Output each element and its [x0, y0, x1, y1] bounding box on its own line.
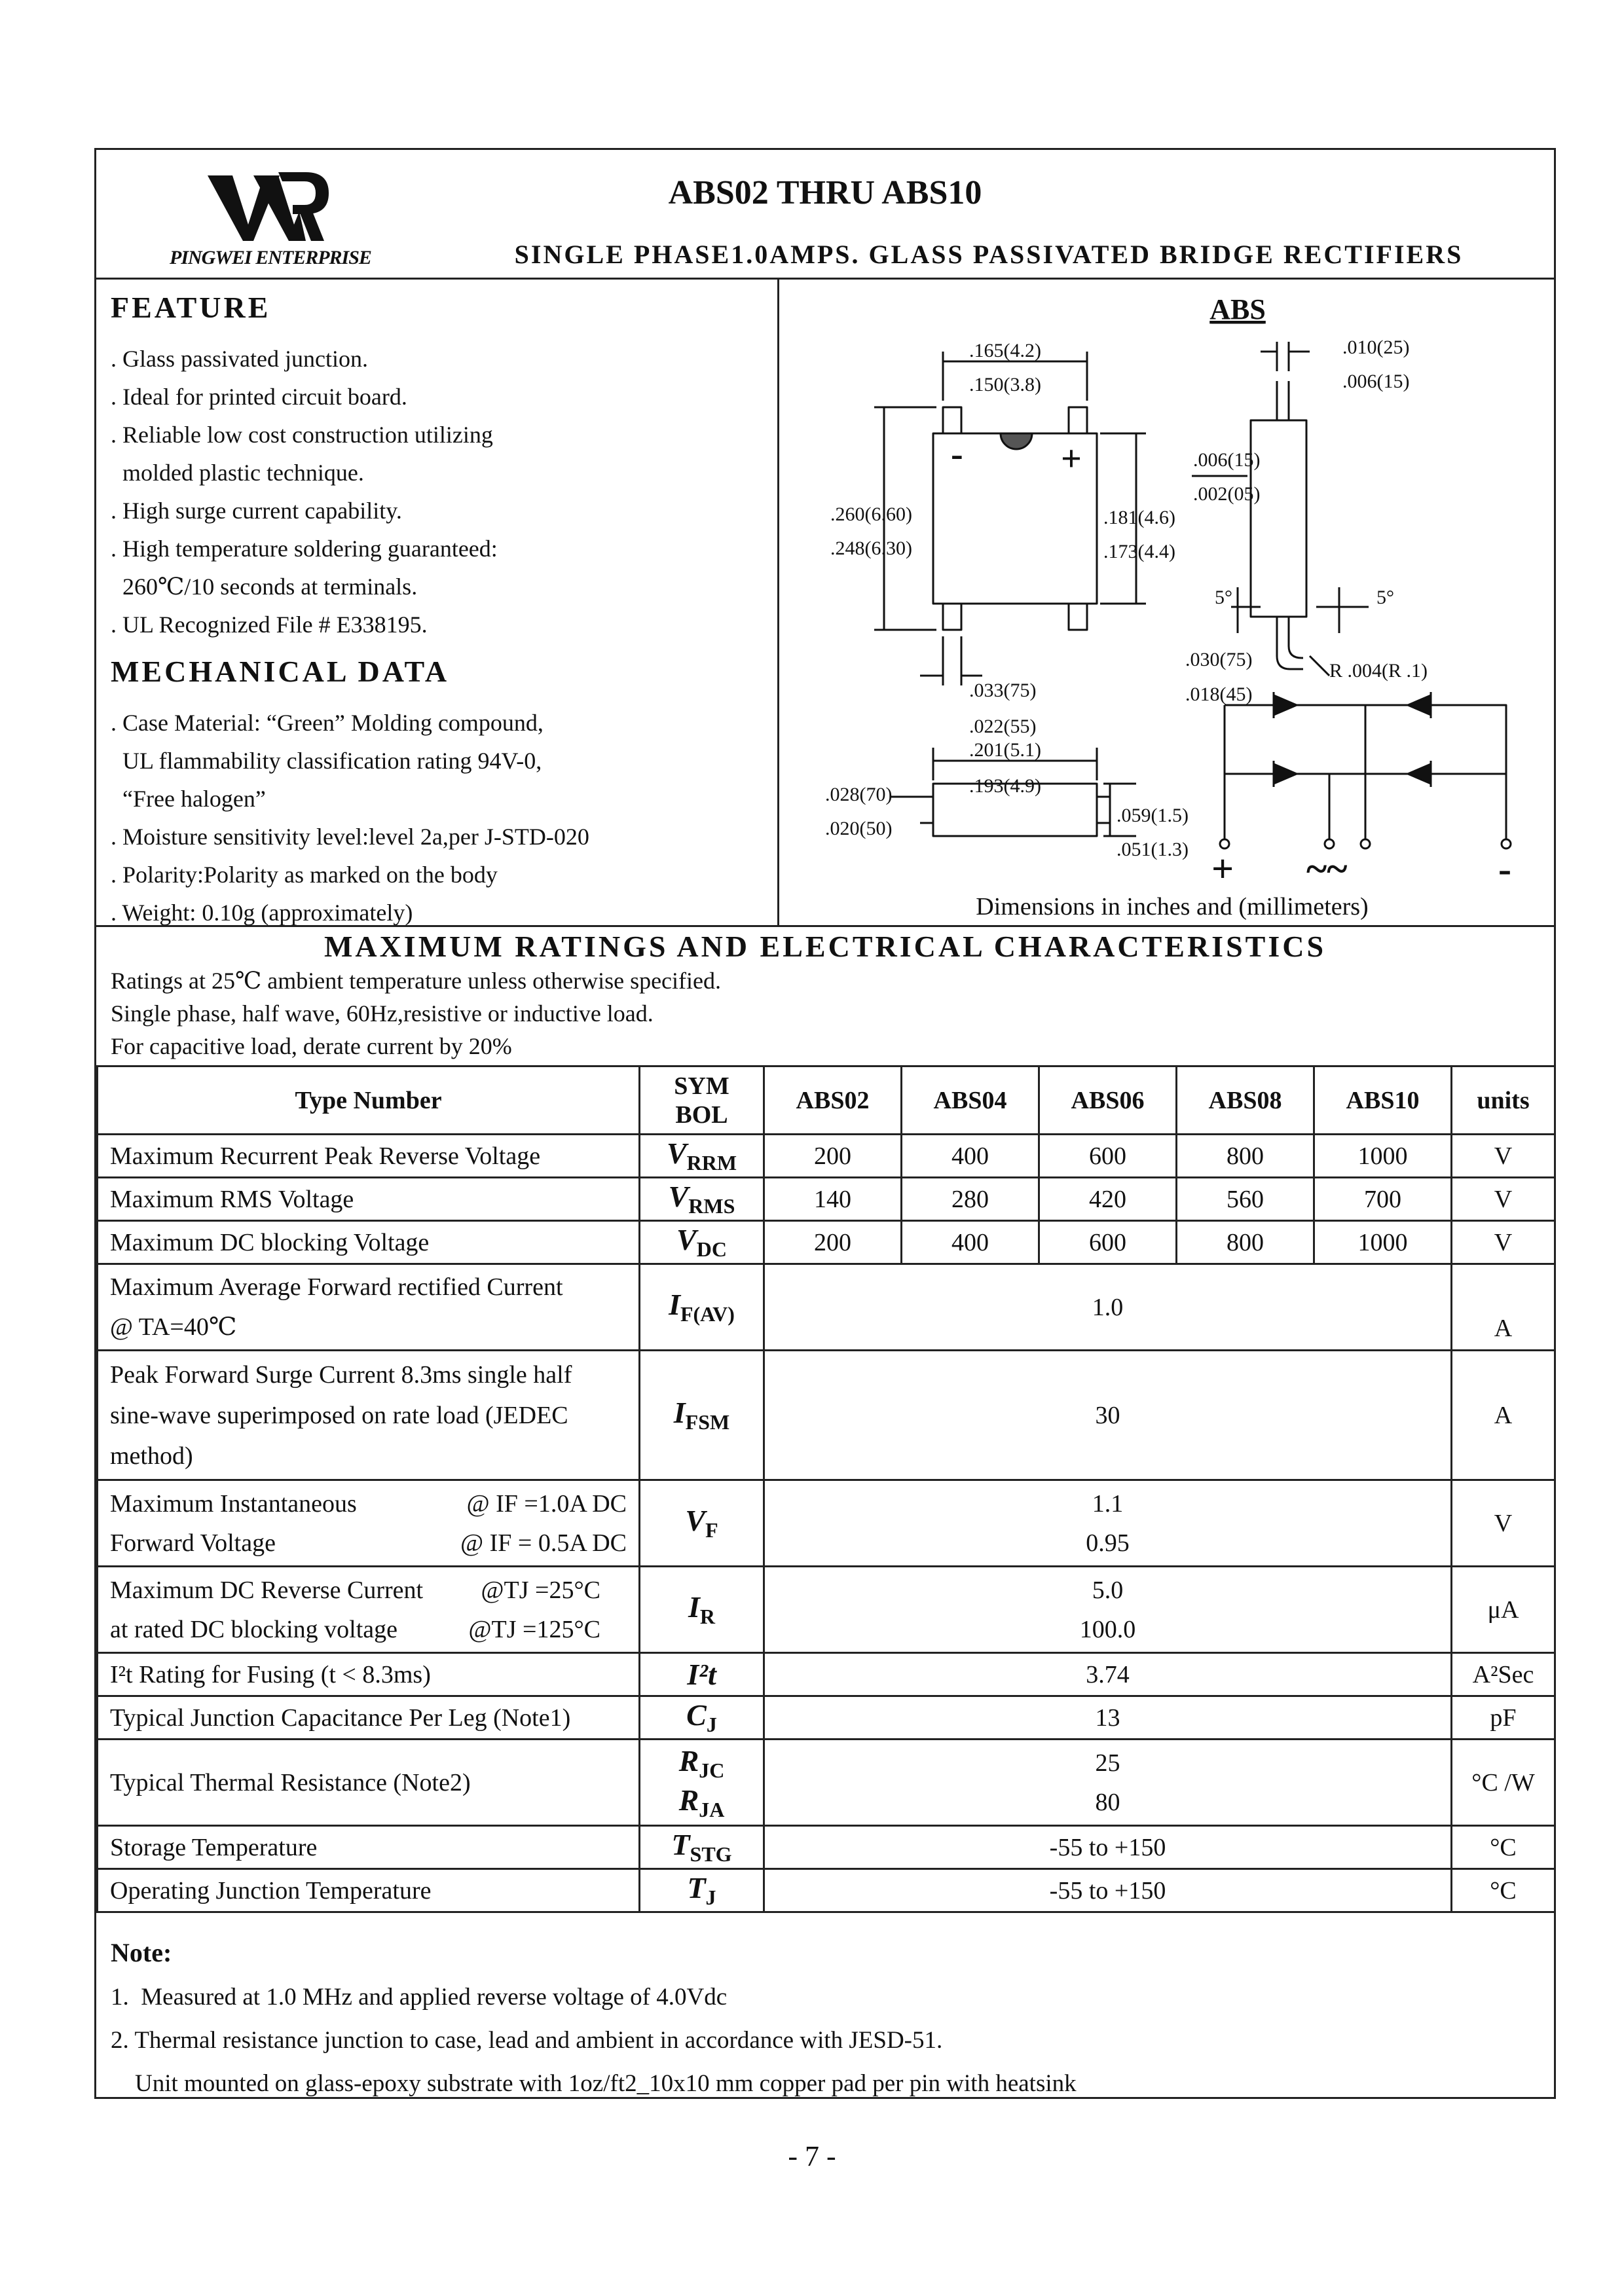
dim-radius: R .004(R .1)	[1329, 660, 1428, 682]
table-row	[98, 1135, 1555, 1178]
symbol-main: T	[671, 1828, 690, 1862]
param-condition: @ IF = 0.5A DC	[460, 1529, 627, 1557]
bottom-view-leads	[920, 797, 1110, 823]
symbol-cell	[640, 1264, 764, 1351]
symbol-main: I	[669, 1288, 680, 1322]
feature-heading: FEATURE	[111, 291, 271, 324]
unit-cell: °C	[1452, 1826, 1555, 1869]
diode-icon	[1408, 764, 1431, 784]
datasheet-frame	[94, 148, 1556, 2099]
symbol-cell	[640, 1567, 764, 1653]
table-row	[98, 1480, 1555, 1567]
value-cell: 400	[902, 1135, 1039, 1178]
header-units: units	[1452, 1066, 1555, 1135]
feature-item: . High temperature soldering guaranteed:	[111, 536, 498, 562]
symbol-sub: DC	[696, 1237, 727, 1262]
param-label: I²t Rating for Fusing (t < 8.3ms)	[98, 1653, 640, 1696]
feature-list	[111, 340, 498, 644]
param-condition: @TJ =25°C	[481, 1576, 600, 1604]
symbol-sub: JC	[699, 1758, 725, 1782]
top-view-lead	[943, 604, 961, 630]
value-cell: 700	[1314, 1178, 1452, 1221]
symbol-sub: RMS	[688, 1194, 735, 1218]
value-cell: 200	[764, 1221, 902, 1264]
unit-cell: °C /W	[1452, 1740, 1555, 1826]
unit-cell: V	[1452, 1221, 1555, 1264]
notes-section	[111, 1937, 1077, 2105]
ratings-condition: Single phase, half wave, 60Hz,resistive or inductive load.	[111, 1000, 654, 1027]
dim-side-mid-min: .002(05)	[1193, 483, 1261, 505]
value-cell: 420	[1039, 1178, 1177, 1221]
unit-cell: A	[1452, 1264, 1555, 1351]
schematic-ac: ~~	[1306, 847, 1348, 890]
param-label: Typical Thermal Resistance (Note2)	[98, 1740, 640, 1826]
value-line: 25	[1095, 1749, 1120, 1777]
ratings-condition: Ratings at 25℃ ambient temperature unless otherwise specified.	[111, 968, 722, 994]
mechanical-item: “Free halogen”	[111, 786, 266, 812]
header-model: ABS10	[1314, 1066, 1452, 1135]
dim-lead-max: .033(75)	[969, 680, 1037, 701]
value-cell	[764, 1740, 1452, 1826]
symbol-cell	[640, 1351, 764, 1480]
ratings-table	[96, 1065, 1556, 1913]
param-line: method)	[110, 1442, 193, 1470]
polarity-plus-mark: +	[1061, 439, 1082, 479]
table-row	[98, 1869, 1555, 1912]
value-line: 80	[1095, 1788, 1120, 1816]
param-label	[98, 1351, 640, 1480]
dim-bottom-ht-min: .051(1.3)	[1116, 839, 1189, 860]
symbol-sub: STG	[690, 1842, 732, 1867]
schematic-minus: -	[1498, 847, 1511, 890]
param-line: at rated DC blocking voltage	[110, 1615, 397, 1643]
unit-cell: μA	[1452, 1567, 1555, 1653]
table-row	[98, 1178, 1555, 1221]
param-label	[98, 1480, 640, 1567]
feature-item: . Ideal for printed circuit board.	[111, 384, 407, 410]
param-label	[98, 1264, 640, 1351]
side-view-lead-top	[1277, 381, 1289, 420]
dim-width-min: .150(3.8)	[969, 374, 1041, 395]
table-row	[98, 1696, 1555, 1740]
value-cell: 1.0	[764, 1264, 1452, 1351]
dim-side-mid-max: .006(15)	[1193, 449, 1261, 471]
header-model: ABS08	[1177, 1066, 1314, 1135]
mechanical-item: . Case Material: “Green” Molding compound,	[111, 710, 544, 736]
dim-bottom-len-max: .201(5.1)	[969, 739, 1041, 761]
angle-label-left: 5°	[1215, 587, 1232, 608]
feature-item: . Reliable low cost construction utilizing	[111, 422, 493, 448]
document-title: ABS02 THRU ABS10	[668, 174, 982, 211]
param-condition: @ IF =1.0A DC	[466, 1489, 627, 1518]
symbol-main: I	[673, 1396, 686, 1430]
symbol-sub: F(AV)	[680, 1302, 735, 1326]
header-symbol-line: BOL	[675, 1101, 728, 1129]
param-line: Maximum Instantaneous	[110, 1489, 357, 1518]
symbol-cell: I²t	[640, 1653, 764, 1696]
mechanical-heading: MECHANICAL DATA	[111, 655, 450, 688]
table-row	[98, 1653, 1555, 1696]
note-line: 2. Thermal resistance junction to case, lead and ambient in accordance with JESD-51.	[111, 2027, 943, 2054]
value-line: 5.0	[1092, 1576, 1124, 1604]
symbol-cell	[640, 1869, 764, 1912]
table-row	[98, 1567, 1555, 1653]
mechanical-item: . Polarity:Polarity as marked on the body	[111, 862, 498, 888]
mechanical-item: UL flammability classification rating 94V-0,	[111, 748, 542, 774]
symbol-cell	[640, 1178, 764, 1221]
diode-icon	[1274, 695, 1297, 715]
pin-one-marker	[1001, 433, 1032, 449]
dim-foot-max: .030(75)	[1185, 649, 1253, 670]
package-outline-diagram	[779, 280, 1554, 924]
notes-heading: Note:	[111, 1938, 172, 1967]
symbol-sub: R	[699, 1605, 715, 1629]
dim-bottom-left-min: .020(50)	[825, 818, 893, 839]
table-row	[98, 1221, 1555, 1264]
table-row	[98, 1740, 1555, 1826]
dim-foot-min: .018(45)	[1185, 683, 1253, 705]
document-subtitle: SINGLE PHASE1.0AMPS. GLASS PASSIVATED BRIDGE RECTIFIERS	[514, 240, 1464, 269]
value-line: 1.1	[1092, 1489, 1124, 1518]
symbol-sub: JA	[699, 1797, 725, 1821]
value-cell: 800	[1177, 1221, 1314, 1264]
symbol-main: T	[687, 1871, 706, 1905]
value-line: 0.95	[1086, 1529, 1130, 1557]
mechanical-list	[111, 704, 589, 932]
value-cell: 600	[1039, 1135, 1177, 1178]
unit-cell: V	[1452, 1178, 1555, 1221]
symbol-cell	[640, 1221, 764, 1264]
param-label	[98, 1567, 640, 1653]
feature-item: . Glass passivated junction.	[111, 346, 368, 372]
value-cell: 400	[902, 1221, 1039, 1264]
param-condition: @TJ =125°C	[468, 1615, 600, 1643]
value-cell: 1000	[1314, 1135, 1452, 1178]
note-line: Unit mounted on glass-epoxy substrate with 1oz/ft2_10x10 mm copper pad per pin with heatsink	[111, 2070, 1077, 2097]
symbol-main: C	[686, 1698, 707, 1732]
symbol-main: V	[668, 1180, 689, 1214]
package-name: ABS	[1209, 293, 1266, 325]
value-cell: 560	[1177, 1178, 1314, 1221]
schematic-plus: +	[1211, 847, 1234, 890]
angle-label-right: 5°	[1376, 587, 1394, 608]
unit-cell: V	[1452, 1135, 1555, 1178]
symbol-main: V	[666, 1137, 687, 1171]
dim-bottom-ht-max: .059(1.5)	[1116, 805, 1189, 826]
symbol-cell	[640, 1480, 764, 1567]
feature-item: . UL Recognized File # E338195.	[111, 611, 428, 638]
param-line: Maximum Average Forward rectified Current	[110, 1273, 563, 1302]
top-view-lead	[1069, 604, 1087, 630]
symbol-main: V	[676, 1223, 697, 1257]
unit-cell: °C	[1452, 1869, 1555, 1912]
ratings-divider	[96, 925, 1554, 927]
ratings-conditions	[111, 964, 721, 1063]
side-view-lead-bottom	[1277, 617, 1303, 669]
ratings-condition: For capacitive load, derate current by 20%	[111, 1033, 512, 1059]
value-cell: 140	[764, 1178, 902, 1221]
header-model: ABS02	[764, 1066, 902, 1135]
header-symbol-line: SYM	[674, 1072, 729, 1100]
symbol-main: V	[685, 1504, 706, 1538]
note-line: 1. Measured at 1.0 MHz and applied reverse voltage of 4.0Vdc	[111, 1984, 728, 2011]
unit-cell: A	[1452, 1351, 1555, 1480]
dim-height-max: .260(6.60)	[830, 503, 912, 525]
diode-icon	[1274, 764, 1297, 784]
polarity-minus-mark: -	[951, 434, 963, 475]
symbol-main: R	[678, 1783, 699, 1817]
param-label: Maximum RMS Voltage	[98, 1178, 640, 1221]
symbol-cell	[640, 1740, 764, 1826]
dim-bottom-left-max: .028(70)	[825, 784, 893, 805]
unit-cell: V	[1452, 1480, 1555, 1567]
mechanical-item: . Moisture sensitivity level:level 2a,per J-STD-020	[111, 824, 589, 850]
dim-side-top-min: .006(15)	[1342, 371, 1410, 392]
param-label: Operating Junction Temperature	[98, 1869, 640, 1912]
symbol-sub: J	[705, 1886, 716, 1910]
value-cell: 13	[764, 1696, 1452, 1740]
page-number: - 7 -	[788, 2140, 836, 2172]
value-cell: -55 to +150	[764, 1826, 1452, 1869]
diode-icon	[1408, 695, 1431, 715]
dim-body-min: .173(4.4)	[1103, 541, 1175, 562]
symbol-sub: F	[705, 1518, 718, 1542]
symbol-main: R	[678, 1743, 699, 1777]
value-cell: 1000	[1314, 1221, 1452, 1264]
dimension-caption: Dimensions in inches and (millimeters)	[976, 893, 1369, 920]
symbol-cell	[640, 1135, 764, 1178]
value-cell: -55 to +150	[764, 1869, 1452, 1912]
feature-item: molded plastic technique.	[111, 460, 364, 486]
dim-bottom-len-min: .193(4.9)	[969, 775, 1041, 797]
header-model: ABS04	[902, 1066, 1039, 1135]
unit-cell: A²Sec	[1452, 1653, 1555, 1696]
company-name: PINGWEI ENTERPRISE	[170, 247, 371, 268]
value-cell: 30	[764, 1351, 1452, 1480]
param-label: Typical Junction Capacitance Per Leg (Note1)	[98, 1696, 640, 1740]
header-symbol	[640, 1066, 764, 1135]
table-header-row	[98, 1066, 1555, 1135]
symbol-sub: FSM	[685, 1410, 730, 1434]
value-cell: 800	[1177, 1135, 1314, 1178]
table-row	[98, 1826, 1555, 1869]
dim-body-max: .181(4.6)	[1103, 507, 1175, 528]
value-cell: 280	[902, 1178, 1039, 1221]
param-line: sine-wave superimposed on rate load (JEDEC	[110, 1401, 568, 1429]
top-view-lead	[1069, 407, 1087, 433]
top-view-lead	[943, 407, 961, 433]
symbol-cell	[640, 1826, 764, 1869]
dim-side-top-max: .010(25)	[1342, 337, 1410, 358]
dim-height-min: .248(6.30)	[830, 538, 912, 559]
value-cell	[764, 1567, 1452, 1653]
ratings-heading: MAXIMUM RATINGS AND ELECTRICAL CHARACTERISTICS	[323, 930, 1327, 963]
value-cell	[764, 1480, 1452, 1567]
feature-item: . High surge current capability.	[111, 498, 402, 524]
table-row	[98, 1351, 1555, 1480]
value-cell: 3.74	[764, 1653, 1452, 1696]
header-model: ABS06	[1039, 1066, 1177, 1135]
symbol-cell	[640, 1696, 764, 1740]
param-line: Maximum DC Reverse Current	[110, 1576, 424, 1604]
param-label: Storage Temperature	[98, 1826, 640, 1869]
param-label: Maximum Recurrent Peak Reverse Voltage	[98, 1135, 640, 1178]
symbol-main: I	[688, 1590, 700, 1624]
param-line: Forward Voltage	[110, 1529, 276, 1557]
unit-cell: pF	[1452, 1696, 1555, 1740]
param-label: Maximum DC blocking Voltage	[98, 1221, 640, 1264]
param-line: @ TA=40℃	[110, 1313, 237, 1341]
table-row	[98, 1264, 1555, 1351]
mechanical-item: . Weight: 0.10g (approximately)	[111, 900, 413, 926]
value-line: 100.0	[1079, 1615, 1136, 1643]
value-cell: 600	[1039, 1221, 1177, 1264]
symbol-sub: J	[706, 1713, 717, 1737]
dim-width-max: .165(4.2)	[969, 340, 1041, 361]
value-cell: 200	[764, 1135, 902, 1178]
bridge-schematic	[1220, 692, 1511, 848]
feature-item: 260℃/10 seconds at terminals.	[111, 574, 418, 600]
dim-lead-min: .022(55)	[969, 716, 1037, 737]
param-line: Peak Forward Surge Current 8.3ms single half	[110, 1360, 572, 1389]
symbol-sub: RRM	[686, 1151, 737, 1175]
header-type-number: Type Number	[98, 1066, 640, 1135]
